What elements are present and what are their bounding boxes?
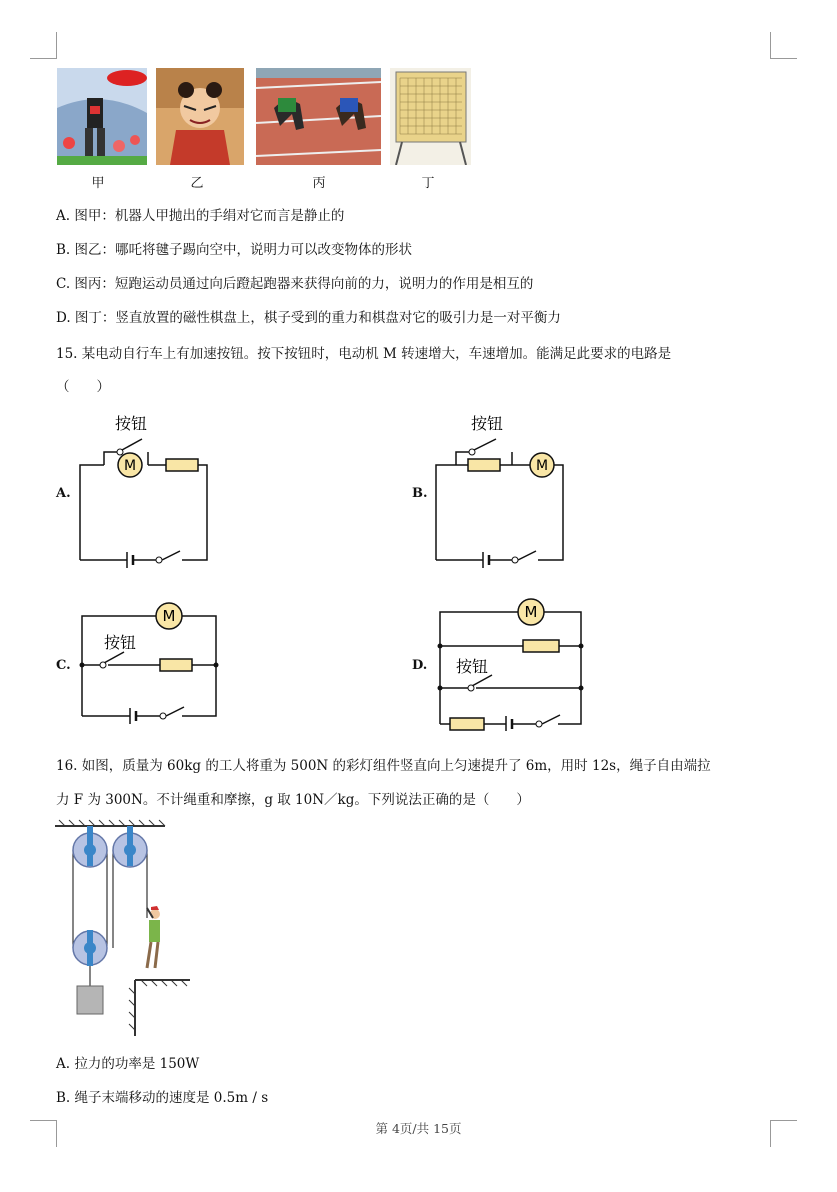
q15-option-a-label: A.: [56, 486, 71, 501]
q14-option-b: B. 图乙：哪吒将毽子踢向空中，说明力可以改变物体的形状: [56, 242, 413, 258]
photo-caption-ding: 丁: [421, 176, 435, 191]
q15-answer-paren: （ ）: [56, 379, 110, 395]
q15-option-b-label: B.: [412, 486, 428, 501]
photo-caption-yi: 乙: [190, 176, 204, 191]
photo-caption-bing: 丙: [312, 176, 326, 191]
q15-stem: 15. 某电动自行车上有加速按钮。按下按钮时，电动机 M 转速增大，车速增加。能满足此要求的电路是: [56, 346, 672, 362]
q15-option-c-label: C.: [56, 658, 71, 673]
button-label: 按钮: [104, 633, 137, 652]
corner-mark-top-left: [30, 32, 57, 59]
pulley-system-illustration: [55, 818, 195, 1040]
circuit-diagram-c: [70, 598, 230, 728]
button-label: 按钮: [471, 414, 504, 433]
motor-label: M: [162, 607, 176, 625]
photo-caption-jia: 甲: [91, 176, 105, 191]
resistor-icon: [166, 459, 198, 471]
load-block-icon: [77, 986, 103, 1014]
page-footer: 第 4页/共 15页: [375, 1121, 462, 1136]
q16-option-b: B. 绳子末端移动的速度是 0.5m / s: [56, 1090, 269, 1106]
worker-icon: [147, 906, 160, 968]
circuit-diagram-d: [428, 596, 593, 731]
q16-stem-line-1: 16. 如图，质量为 60kg 的工人将重为 500N 的彩灯组件竖直向上匀速提升了 6m，用时 12s，绳子自由端拉: [56, 758, 711, 774]
corner-mark-top-right: [770, 32, 797, 59]
photo-robot-dance: [57, 68, 147, 165]
q16-stem-line-2: 力 F 为 300N。不计绳重和摩擦，g 取 10N／kg。下列说法正确的是（ ）: [56, 792, 530, 808]
q14-option-a: A. 图甲：机器人甲抛出的手绢对它而言是静止的: [56, 208, 345, 224]
button-label: 按钮: [456, 657, 489, 676]
motor-label: M: [123, 458, 137, 474]
q15-option-d-label: D.: [412, 658, 428, 673]
motor-label: M: [524, 603, 538, 621]
q14-option-d: D. 图丁：竖直放置的磁性棋盘上，棋子受到的重力和棋盘对它的吸引力是一对平衡力: [56, 310, 561, 326]
photo-sprinters: [256, 68, 381, 165]
q16-option-a: A. 拉力的功率是 150W: [56, 1056, 200, 1072]
q14-option-c: C. 图丙：短跑运动员通过向后蹬起跑器来获得向前的力，说明力的作用是相互的: [56, 276, 534, 292]
button-label: 按钮: [115, 414, 148, 433]
photo-magnetic-board: [390, 68, 471, 165]
resistor-icon: [468, 459, 500, 471]
resistor-icon: [160, 659, 192, 671]
resistor-icon: [523, 640, 559, 652]
circuit-diagram-b: [426, 405, 576, 580]
motor-label: M: [535, 458, 549, 474]
photo-nezha: [156, 68, 244, 165]
resistor-icon: [450, 718, 484, 730]
circuit-diagram-a: [70, 405, 220, 580]
